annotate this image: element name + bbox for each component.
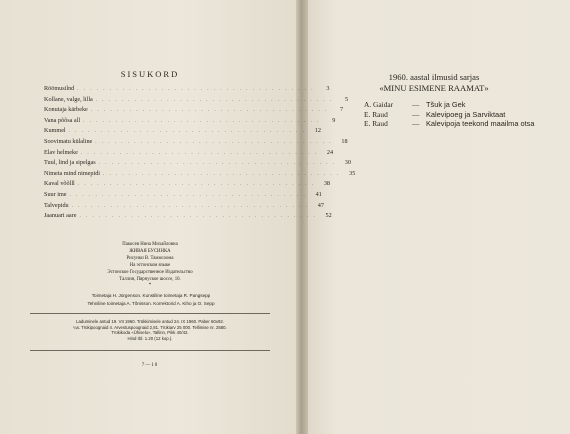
toc-entry-page: 38 [323,180,331,188]
list-item [364,100,534,110]
colophon-rule-top [30,313,270,314]
book-dash: — [412,109,420,119]
toc-row [44,158,351,169]
credits-block [20,292,282,307]
book-dash: — [412,119,420,129]
toc-entry-page: 5 [344,95,349,103]
book-title: Kalevipoja teekond maailma otsa [426,119,535,129]
colophon-rule-bottom [30,350,270,351]
imprint-language: На эстонском языке [129,263,171,268]
book-list [364,100,534,129]
toc-entry-page: 35 [349,169,356,177]
imprint-block [0,241,300,289]
toc-row [44,201,324,212]
toc-leader-dots: . . . . . . . . . . . . . . . . . . . . . . . . . . . . . . . . . . . . . [69,192,307,198]
credits-editors: Toimetaja H. Jürgenson. Kunstiline toimetaja R. Pangsepp [91,293,211,298]
right-page [304,0,570,434]
toc-leader-dots: . . . . . . . . . . . . . . . . . . . . . . . . . . . . . . . . . . . . . [95,97,334,103]
toc-leader-dots: . . . . . . . . . . . . . . . . . . . . . . . . . . . . . . . . . . . . . [80,150,319,156]
toc-entry-title: Nimeta mind nimepidi [44,169,101,177]
colophon-line: Trükikoda «Ühiselu», Tallinn, Pikk 40/42. [111,330,189,336]
imprint-publisher: Эстонское Государственное Издательство [107,270,193,275]
list-item [364,119,534,129]
toc-entry-title: Talvepidu [44,201,69,209]
imprint-illustrator: Рисунки В. Таммсоома [126,256,174,261]
toc-entry-page: 7 [339,106,344,114]
toc-row [44,211,332,222]
toc-row [44,95,349,106]
book-dash: — [412,100,420,109]
toc-entry-page: 52 [325,212,332,220]
toc-entry-page: 12 [314,127,321,135]
toc-entry-title: Elav helmeke [44,148,78,156]
book-author: E. Raud [364,109,388,119]
book-title: Tšuk ja Gek [426,100,466,109]
toc-entry-title: Röömusilnd [44,85,75,92]
toc-entry-title: Suur ime [44,190,67,198]
toc-leader-dots: . . . . . . . . . . . . . . . . . . . . . . . . . . . . . . . . . . . . . [98,161,336,167]
toc-leader-dots: . . . . . . . . . . . . . . . . . . . . . . . . . . . . . . . . . . . . . [103,171,341,177]
colophon-line: Laduminele antud 19. VII 1960. Trükkimisele antud 24. IX 1960. Paber 60x92. [76,319,224,324]
toc-leader-dots: . . . . . . . . . . . . . . . . . . . . . . . . . . . . . . . . . . . . . [95,139,333,145]
toc-leader-dots: . . . . . . . . . . . . . . . . . . . . . . . . . . . . . . . . . . . . . [77,182,316,188]
toc-leader-dots: . . . . . . . . . . . . . . . . . . . . . . . . . . . . . . . . . . . . . [77,87,315,92]
toc-leader-dots: . . . . . . . . . . . . . . . . . . . . . . . . . . . . . . . . . . . . . [79,214,317,220]
toc-entry-title: Soovimatu külaline [44,137,93,145]
toc-entry-page: 24 [326,148,334,156]
toc-leader-dots: . . . . . . . . . . . . . . . . . . . . . . . . . . . . . . . . . . . . . [90,108,329,114]
toc-leader-dots: . . . . . . . . . . . . . . . . . . . . . . . . . . . . . . . . . . . . . [71,203,309,209]
toc-row [44,169,356,180]
toc-row [44,179,331,190]
toc-entry-page: 47 [317,201,324,209]
series-heading [306,72,562,94]
toc-row [44,105,344,116]
toc-row [44,148,334,159]
toc-entry-title: Vana põõsa all [44,116,81,124]
table-of-contents [44,84,356,222]
imprint-title: ЖИВАЯ БУСИНКА [129,249,171,254]
imprint-author: Пакосев Нина Михайловна [122,242,178,247]
toc-row [44,116,336,127]
toc-row [44,126,321,137]
colophon-block [30,319,270,341]
toc-entry-title: Jaanuari aare [44,212,77,220]
toc-entry-page: 9 [332,116,336,124]
book-author: A. Gaidar [364,100,394,109]
toc-entry-title: Tuul, lind ja sipelgas [44,159,96,167]
toc-row [44,137,348,148]
series-line-1: 1960. aastal ilmusid sarjas [388,72,480,82]
imprint-star: * [148,283,152,288]
toc-entry-page: 30 [344,159,351,167]
toc-row [44,84,330,95]
colophon-price: Hind rbl. 1.20 (12 kop.). [127,335,173,341]
toc-heading: SISUKORD [120,69,180,79]
series-name: «MINU ESIMENE RAAMAT» [379,83,489,93]
toc-entry-title: Kaval võõlll [44,180,75,188]
toc-entry-page: 18 [341,137,348,145]
colophon-line: ¼s. Trükipoognaid 4. Arvestuspoognaid 2,81. Trükiarv 25 000. Tellimise nr. 2580. [73,324,227,330]
toc-entry-title: Kummel [44,127,66,135]
signature-mark: 7—10 [141,363,159,368]
list-item [364,110,534,120]
book-author: E. Raud [364,119,388,129]
toc-entry-page: 41 [315,190,322,198]
credits-technical: Tehniline toimetaja A. Tõnisson. Korrektorid A. Kiho ja O. Sepp [87,300,215,306]
toc-leader-dots: . . . . . . . . . . . . . . . . . . . . . . . . . . . . . . . . . . . . . [68,129,306,135]
toc-entry-page: 3 [326,85,330,92]
toc-entry-title: Konutaja kärbeke [44,106,88,114]
imprint-address: Таллин, Пярнуское шоссе, 10. [119,277,181,282]
book-title: Kalevipoeg ja Sarviktaat [426,109,506,119]
toc-leader-dots: . . . . . . . . . . . . . . . . . . . . . . . . . . . . . . . . . . . . . [83,118,321,124]
toc-entry-title: Kollane, valge, lilla [44,95,93,103]
toc-row [44,190,322,201]
